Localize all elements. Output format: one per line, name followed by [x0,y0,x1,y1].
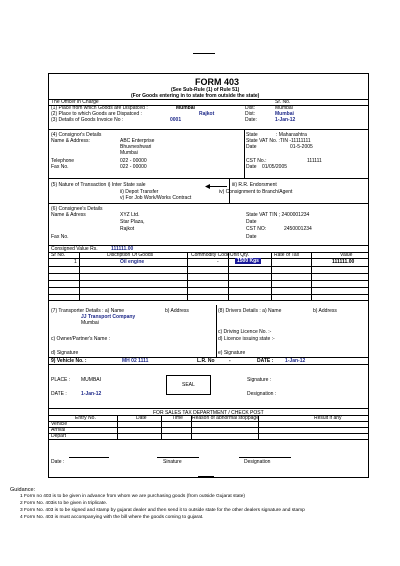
drivers-address-label: b) Address [313,308,337,314]
designation-label: Designation : [247,391,277,397]
guidance-item-1: 1 Form no 403 is to be given in advance from whom we are purchasing goods (from outside Gujarat state) [20,494,246,499]
cst-value: 111111 [307,158,322,164]
seal-box [166,375,211,395]
col-unit: Unit Qty. [230,252,250,258]
col-sr: Sr No. [51,252,66,258]
row-value: 111111.00 [332,259,355,265]
depart-row: Depart [51,433,67,439]
sr-no-label: Sr. No. [275,99,291,105]
date4-label: Date [246,219,257,225]
consignee-state-vat: State VAT TIN ; 2400001234 [246,212,310,218]
consignee-addr2: Rajkot [120,226,135,232]
reason-label: Reason of abnormal stoppage [192,415,259,421]
place-dispatch-label: (1) Place from which Goods are Dispatced : [51,105,148,111]
vehicle-label: 9) Vehicle No. : [51,358,87,364]
telephone-label: Telephone [51,158,75,164]
date3-label: Date [246,164,257,170]
consignee-name-address-label: Name & Adress [51,212,86,218]
lr-label: L.R. No [197,358,215,364]
consignor-name: ABC Enterprise [120,138,155,144]
consignee-fax-label: Fax No. [51,234,69,240]
row-desc: Oil engine [120,259,145,265]
date2-label: Date [246,144,257,150]
bottom-divider [198,476,214,477]
consigned-value-label: Consigned Value Rs. [51,246,98,252]
transporter-name: JJ Transport Company [81,314,136,320]
date-value: 1-Jan-12 [275,117,296,123]
dist-label-1: Dist: [245,105,255,111]
date5-label: Date [246,234,257,240]
consign-branch-label: iv) Consignment to Branch/Agent [219,189,293,195]
date-col-label: Date [136,415,147,421]
sinature-label: Sinature [163,459,182,465]
jobwork-label: v) For Job Work/Works Contract [120,195,192,201]
transporter-address-label: b) Address [165,308,189,314]
depot-label: ii) Depot Transfer [120,189,159,195]
arrival-row: Arrival [51,427,66,433]
col-rate: Rate of Tax [274,252,300,258]
consignor-addr2: Mumbai [120,150,138,156]
place-to-label: (2) Place to which Goods are Dispatced : [51,111,142,117]
consignee-label: (6) Consignee's Details [51,206,103,212]
guidance-item-4: 4 Form No. 403 is must accompanying with the bill where the goods coming to gujarat. [20,515,204,520]
entry-no-label: Entry No. [75,415,96,421]
form-subtitle-1: (See Sub-Rule (1) of Rule 51) [171,87,240,93]
row-commodity: - [217,259,219,265]
form-403 [48,73,369,478]
row-sr: 1 [74,259,77,265]
date6-value: 1-Jan-12 [285,358,306,364]
licence-label: c) Driving Licence No. :- [218,329,272,335]
place-dispatch-value: Mumbai [176,105,195,111]
vehicle-row: Vehicle [51,421,68,427]
guidance-item-3: 3 Form No. 403 is to be signed and stamp by gujarat dealer and then send it to outside state for the other dealers signature and stamp [20,508,305,513]
rr-label: iii) R.R. Endorsment [232,182,277,188]
cst-label: CST No.: [246,158,267,164]
date8-label: Date : [51,459,65,465]
invoice-no: 0001 [170,117,182,123]
form-subtitle-2: (For Goods entering in to state from outside the state) [131,93,260,99]
seal-label: SEAL [182,382,195,388]
time-col-label: Time [172,415,183,421]
place-to-value: Rajkot [199,111,215,117]
date2-value: 01-5-2005 [290,144,313,150]
col-desc: Discription Of Goods [107,252,154,258]
details-label: (3) Details of Goods Invoice No : [51,117,124,123]
signature-label: d) Signature [51,350,79,356]
consigned-value: 111111.00 [111,246,134,252]
date7-value: 1-Jan-12 [81,391,102,397]
arrow-icon [205,184,227,189]
result-label: Result if any [314,415,342,421]
licence-state-label: d) Licence issuing state :- [218,336,275,342]
cst2-value: 2450001234 [284,226,312,232]
state-value: : Maharashtra [276,132,307,138]
consignor-addr1: Bhuvneshwari [120,144,152,150]
consignee-name: XYZ Ltd. [120,212,140,218]
fax-label: Fax No. [51,164,69,170]
cst2-label: CST NO: [246,226,267,232]
transporter-city: Mumbai [81,320,99,326]
telephone-value: 022 - 00000 [120,158,147,164]
date-label: Date: [245,117,257,123]
place-label: PLACE : [51,377,71,383]
transporter-label: (7) Transporter Details : a) Name [51,308,125,314]
col-value: Value [340,252,353,258]
consignor-label: (4) Consignor's Details [51,132,102,138]
row-qty: 1500 Kgs [237,258,259,264]
drivers-label: (8) Drivers Details : a) Name [218,308,282,314]
guidance-title: Guidance: [10,487,36,493]
fax-value: 022 - 00000 [120,164,147,170]
transaction-label: (5) Nature of Transaction i) Inter State sale [51,182,146,188]
consignee-addr1: Star Plaza, [120,219,145,225]
place-value: MUMBAI [81,377,101,383]
consignor-name-address-label: Name & Address: [51,138,90,144]
col-commodity: Commodity Code [191,252,230,258]
date3-value: 01/05/2005 [262,164,288,170]
lr-value: - [229,358,231,364]
officer-label: The Officer in Charge [51,99,99,105]
date6-label: DATE : [257,358,274,364]
designation2-label: Designation [244,459,271,465]
tax-dept-label: FOR SALES TAX DEPARTMENT / CHECK POST [153,410,264,416]
signature2-label: Signature : [247,377,272,383]
e-signature-label: e) Signature [218,350,246,356]
owner-label: c) Owner/Partner's Name : [51,336,111,342]
state-label: State [246,132,258,138]
dist-label-2: Dist: [245,111,255,117]
dist-value-1: Mumbai [275,105,293,111]
top-divider [193,53,215,54]
date7-label: DATE : [51,391,67,397]
dist-value-2: Mumbai [275,111,294,117]
form-title: FORM 403 [195,77,240,87]
guidance-item-2: 2 Form No. 403is to be given in triplicate. [20,501,108,506]
state-vat: State VAT No. :TIN -11111111 [246,138,311,144]
vehicle-value: MH 02 1111 [122,358,149,364]
